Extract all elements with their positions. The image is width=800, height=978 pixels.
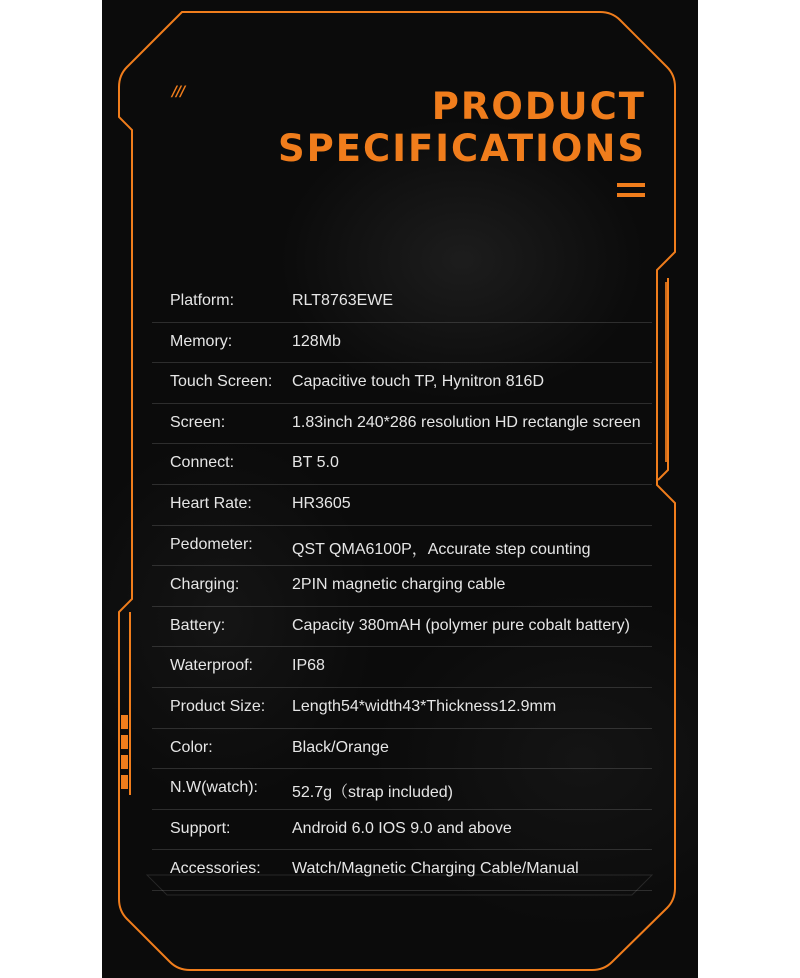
spec-value: Black/Orange bbox=[292, 738, 389, 756]
spec-row bbox=[152, 769, 652, 810]
equals-bar-bottom bbox=[617, 193, 645, 197]
spec-value: 52.7g（strap included) bbox=[292, 784, 453, 802]
slash-decoration: /// bbox=[172, 84, 185, 100]
spec-row bbox=[152, 444, 652, 485]
spec-row bbox=[152, 363, 652, 404]
spec-value: Length54*width43*Thickness12.9mm bbox=[292, 697, 557, 715]
spec-label: Connect: bbox=[170, 454, 235, 472]
spec-label: Pedometer: bbox=[170, 535, 253, 553]
spec-label: Product Size: bbox=[170, 697, 266, 715]
spec-label: Charging: bbox=[170, 576, 240, 594]
spec-label: Accessories: bbox=[170, 860, 261, 878]
spec-label: Battery: bbox=[170, 616, 226, 634]
spec-value: HR3605 bbox=[292, 494, 351, 512]
spec-value: Android 6.0 IOS 9.0 and above bbox=[292, 819, 512, 837]
spec-value: BT 5.0 bbox=[292, 454, 339, 472]
spec-value: IP68 bbox=[292, 657, 325, 675]
spec-label: Waterproof: bbox=[170, 657, 253, 675]
spec-label: Touch Screen: bbox=[170, 373, 273, 391]
spec-row bbox=[152, 607, 652, 648]
spec-label: Screen: bbox=[170, 413, 226, 431]
title-product: PRODUCT bbox=[431, 85, 646, 128]
spec-row bbox=[152, 282, 652, 323]
spec-row bbox=[152, 526, 652, 567]
spec-row bbox=[152, 688, 652, 729]
spec-value: QST QMA6100P，Accurate step counting bbox=[292, 540, 591, 558]
spec-label: Platform: bbox=[170, 292, 235, 309]
spec-value: Watch/Magnetic Charging Cable/Manual bbox=[292, 860, 579, 878]
spec-label: N.W(watch): bbox=[170, 779, 258, 797]
spec-value: 128Mb bbox=[292, 332, 341, 350]
spec-value: 1.83inch 240*286 resolution HD rectangle screen bbox=[292, 413, 641, 431]
title-specifications: SPECIFICATIONS bbox=[278, 127, 646, 170]
spec-value: RLT8763EWE bbox=[292, 292, 394, 309]
spec-poster bbox=[102, 0, 698, 978]
spec-row bbox=[152, 566, 652, 607]
spec-label: Memory: bbox=[170, 332, 233, 350]
spec-row bbox=[152, 810, 652, 851]
spec-label: Color: bbox=[170, 738, 213, 756]
spec-row bbox=[152, 729, 652, 770]
spec-value: Capacity 380mAH (polymer pure cobalt battery) bbox=[292, 616, 630, 634]
spec-label: Heart Rate: bbox=[170, 494, 252, 512]
spec-row bbox=[152, 404, 652, 445]
spec-label: Support: bbox=[170, 819, 231, 837]
spec-value: 2PIN magnetic charging cable bbox=[292, 576, 506, 594]
spec-value: Capacitive touch TP, Hynitron 816D bbox=[292, 373, 544, 391]
spec-table bbox=[152, 282, 652, 891]
spec-row bbox=[152, 485, 652, 526]
spec-row bbox=[152, 850, 652, 891]
spec-row bbox=[152, 647, 652, 688]
equals-bar-top bbox=[617, 183, 645, 187]
spec-row bbox=[152, 323, 652, 364]
